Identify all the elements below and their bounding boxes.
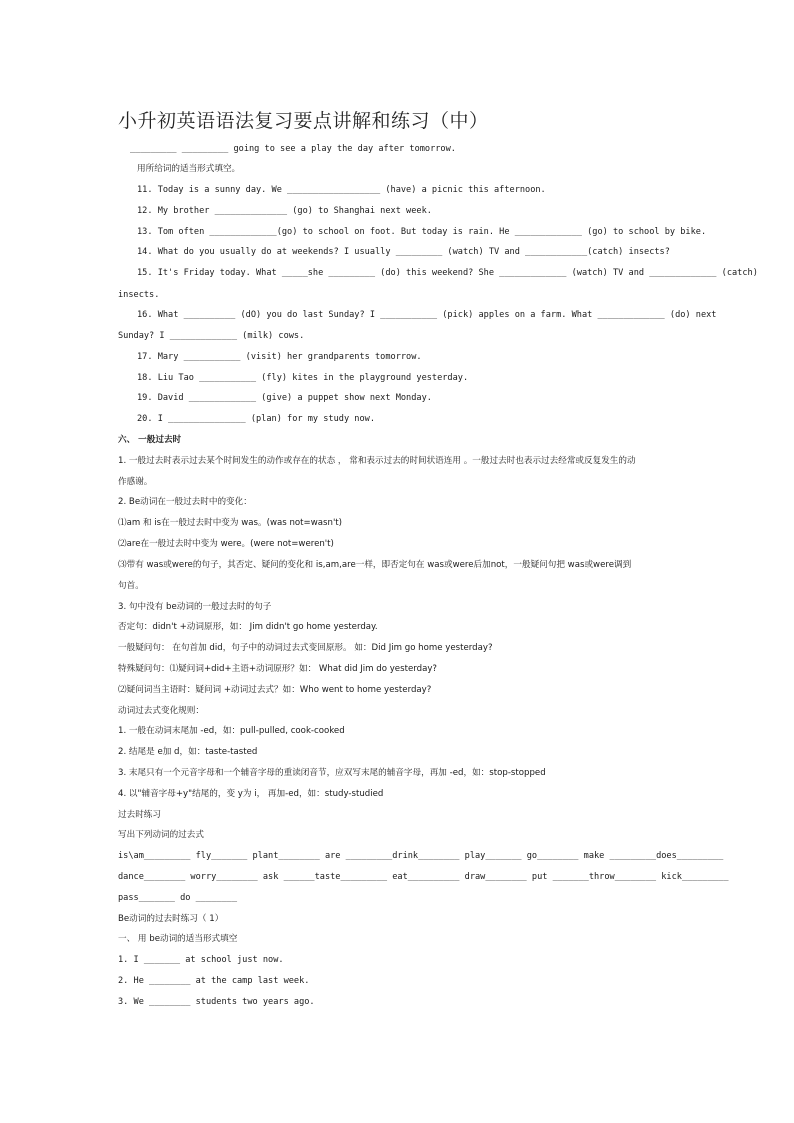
text-line: dance________ worry________ ask ______taste_________ eat__________ draw________ put _______throw________ kick_________	[118, 872, 729, 882]
text-line: 16. What __________ (dO) you do last Sunday? I ___________ (pick) apples on a farm. What _____________ (do) next	[137, 310, 717, 320]
text-line: _________ _________ going to see a play the day after tomorrow.	[130, 144, 456, 154]
text-line: 17. Mary ___________ (visit) her grandparents tomorrow.	[137, 352, 422, 362]
text-line: 1. I _______ at school just now.	[118, 955, 284, 965]
text-line: 19. David _____________ (give) a puppet show next Monday.	[137, 393, 432, 403]
text-line: 11. Today is a sunny day. We __________________ (have) a picnic this afternoon.	[137, 185, 546, 195]
text-line: 14. What do you usually do at weekends? I usually _________ (watch) TV and ____________(catch) insects?	[137, 247, 670, 257]
text-line: ⑴am 和 is在一般过去时中变为 was。(was not=wasn't)	[118, 518, 343, 528]
text-line: 六、 一般过去时	[118, 435, 182, 445]
text-line: 15. It's Friday today. What _____she _________ (do) this weekend? She _____________ (watch) TV and _____________ (catch)	[137, 268, 758, 278]
text-line: Be动词的过去时练习（ 1）	[118, 914, 224, 924]
text-line: 18. Liu Tao ___________ (fly) kites in the playground yesterday.	[137, 373, 469, 383]
text-line: Sunday? I _____________ (milk) cows.	[118, 331, 305, 341]
text-line: 3. 末尾只有一个元音字母和一个辅音字母的重读闭音节，应双写末尾的辅音字母，再加 -ed，如：stop-stopped	[118, 768, 546, 778]
text-line: 用所给词的适当形式填空。	[137, 164, 241, 174]
text-line: 12. My brother ______________ (go) to Shanghai next week.	[137, 206, 432, 216]
text-line: 3. We ________ students two years ago.	[118, 997, 315, 1007]
text-line: 13. Tom often _____________(go) to school on foot. But today is rain. He _____________ (go) to school by bike.	[137, 227, 707, 237]
text-line: ⑶带有 was或were的句子，其否定、疑问的变化和 is,am,are一样，即否定句在 was或were后加not，一般疑问句把 was或were调到	[118, 560, 632, 570]
text-line: ⑵are在一般过去时中变为 were。(were not=weren't)	[118, 539, 334, 549]
text-line: 20. I _______________ (plan) for my study now.	[137, 414, 375, 424]
text-line: 一般疑问句： 在句首加 did，句子中的动词过去式变回原形。 如：Did Jim go home yesterday?	[118, 643, 493, 653]
text-line: 动词过去式变化规则：	[118, 706, 204, 716]
text-line: 特殊疑问句：⑴疑问词+did+主语+动词原形？如： What did Jim do yesterday?	[118, 664, 437, 674]
text-line: 作感谢。	[118, 477, 153, 487]
text-line: 写出下列动词的过去式	[118, 830, 204, 840]
text-line: 2. He ________ at the camp last week.	[118, 976, 310, 986]
text-line: is\am_________ fly_______ plant________ are _________drink________ play_______ go________ make _________does_________	[118, 851, 724, 861]
text-line: 2. 结尾是 e加 d，如：taste-tasted	[118, 747, 258, 757]
text-line: 句首。	[118, 581, 144, 591]
text-line: 一、 用 be动词的适当形式填空	[118, 934, 238, 944]
text-line: 4. 以"辅音字母+y"结尾的，变 y为 i， 再加-ed，如：study-studied	[118, 789, 384, 799]
text-line: ⑵疑问词当主语时：疑问词 +动词过去式？如：Who went to home yesterday?	[118, 685, 432, 695]
text-line: insects.	[118, 290, 160, 300]
text-line: 否定句：didn't +动词原形，如： Jim didn't go home yesterday.	[118, 622, 378, 632]
text-line: 1. 一般过去时表示过去某个时间发生的动作或存在的状态 ， 常和表示过去的时间状语连用 。一般过去时也表示过去经常或反复发生的动	[118, 456, 636, 466]
text-line: 3. 句中没有 be动词的一般过去时的句子	[118, 602, 272, 612]
text-line: 1. 一般在动词末尾加 -ed，如：pull-pulled, cook-cooked	[118, 726, 345, 736]
text-line: 过去时练习	[118, 810, 161, 820]
page-title: 小升初英语语法复习要点讲解和练习（中）	[118, 110, 489, 132]
text-line: pass_______ do ________	[118, 893, 237, 903]
text-line: 2. Be动词在一般过去时中的变化：	[118, 497, 252, 507]
